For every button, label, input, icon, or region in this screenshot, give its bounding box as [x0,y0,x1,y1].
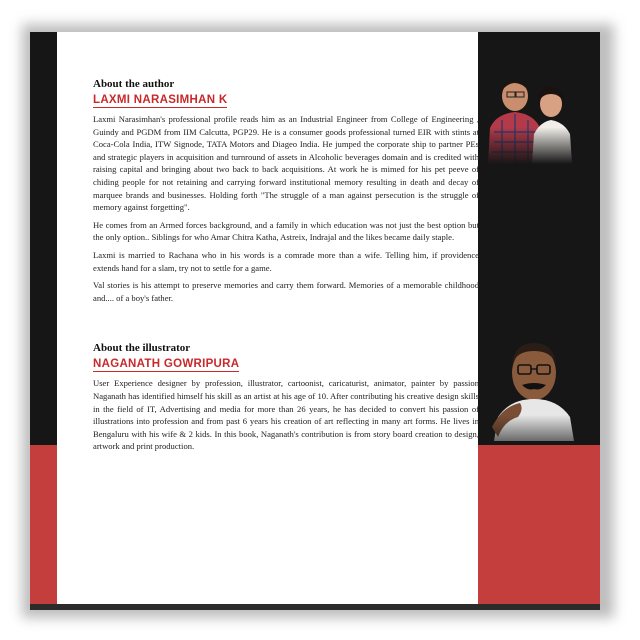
illustrator-name: NAGANATH GOWRIPURA [93,358,240,371]
main-text-column [93,78,479,458]
illustrator-section [93,342,479,453]
author-paragraph: Laxmi Narasimhan's professional profile reads him as an Industrial Engineer from College of Engineering , Guindy and PGDM from IIM Calcutta, PGP29. He is a consumer goods professional turned EIR with stints at Coca-Cola India, ITW Signode, TATA Motors and Diageo India. He jumped the corporate ship to partner PEs and strategic players in acquisition and turnround of assets in Alcoholic beverages domain and is credited with raising capital and bringing about two back to back acquisitions. At work he is mimed for his pet peeve of chiding people for not retaining and carrying forward institutional memory resulting in death and decay of marquee brands and businesses. Holding forth "The struggle of a man against persecution is the struggle of memory against forgetting". [93,114,479,213]
author-paragraph: Laxmi is married to Rachana who in his words is a comrade more than a wife. Telling him, if providence extends hand for a slam, try not to settle for a game. [93,249,479,273]
illustrator-paragraph: User Experience designer by profession, illustrator, cartoonist, caricaturist, animator, painter by passion Naganath has identified himself his skill as an artist at his age of 10. After contributing his creative design skills in the field of IT, Advertising and media for more than 26 years, he has decided to convert his passion of illustrations into profession and from past 6 years his creation of art reflecting in many art forms. He lives in Bengaluru with his wife & 2 kids. In this book, Naganath's contribution is from story board creation to design, artwork and print production. [93,378,479,452]
bottom-band [30,604,600,610]
left-decorative-bar [30,32,57,610]
author-name: LAXMI NARASIMHAN K [93,94,228,106]
author-couple-photo [482,72,578,164]
illustrator-heading: About the illustrator [93,342,191,355]
illustrator-photo [484,337,576,441]
author-section [93,78,479,304]
author-heading: About the author [93,78,175,90]
book-page [30,32,600,610]
author-paragraph: He comes from an Armed forces background, and a family in which education was not just the best option but the only option.. Siblings for who Amar Chitra Katha, Astreix, Indrajal and the likes became daily staple. [93,219,479,243]
author-paragraph: Val stories is his attempt to preserve memories and carry them forward. Memories of a memorable childhood and.... of a boy's father. [93,280,479,303]
